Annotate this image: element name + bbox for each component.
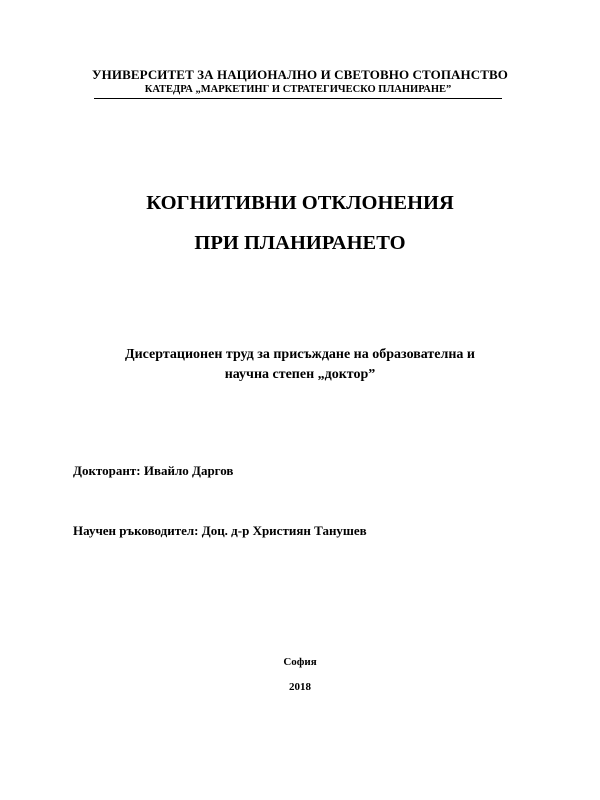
- advisor-field: Научен ръководител: Доц. д-р Християн Танушев: [73, 523, 367, 538]
- dissertation-title-line-2: ПРИ ПЛАНИРАНЕТО: [194, 232, 406, 254]
- university-name: УНИВЕРСИТЕТ ЗА НАЦИОНАЛНО И СВЕТОВНО СТОПАНСТВО: [92, 67, 508, 82]
- dissertation-title-line-1: КОГНИТИВНИ ОТКЛОНЕНИЯ: [146, 192, 454, 214]
- year: 2018: [289, 681, 311, 693]
- department-underline: [94, 83, 502, 99]
- doctorant-field: Докторант: Ивайло Даргов: [73, 463, 234, 478]
- dissertation-subtitle-line-2: научна степен „доктор”: [224, 367, 376, 382]
- city: София: [283, 656, 317, 668]
- dissertation-subtitle-line-1: Дисертационен труд за присъждане на образователна и: [124, 347, 476, 362]
- department-name: КАТЕДРА „МАРКЕТИНГ И СТРАТЕГИЧЕСКО ПЛАНИРАНЕ”: [144, 84, 452, 95]
